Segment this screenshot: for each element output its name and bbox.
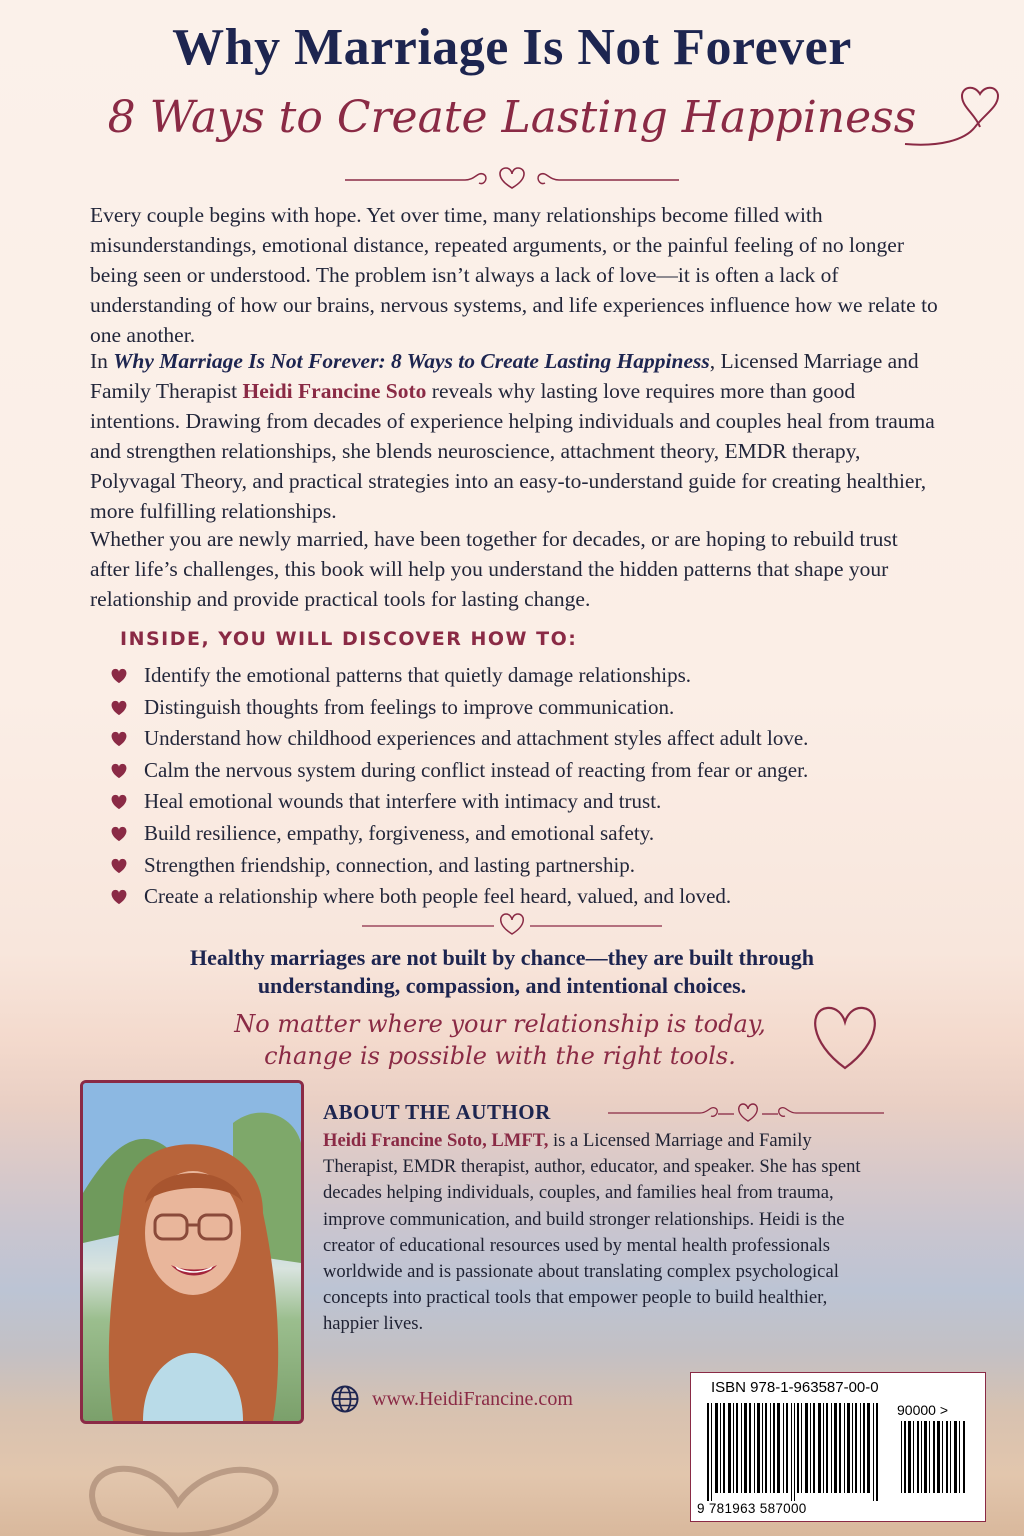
list-item: Distinguish thoughts from feelings to improve communication. <box>110 692 930 724</box>
list-item: Identify the emotional patterns that quietly damage relationships. <box>110 660 930 692</box>
heart-icon <box>110 731 128 747</box>
website-row <box>330 1383 573 1415</box>
list-item: Create a relationship where both people feel heard, valued, and loved. <box>110 881 930 913</box>
tagline-script: No matter where your relationship is today, change is possible with the right tools. <box>234 1010 766 1070</box>
heart-icon <box>110 826 128 842</box>
author-name-credential: Heidi Francine Soto, LMFT, <box>323 1130 549 1151</box>
barcode-icon <box>705 1403 975 1501</box>
website-link[interactable]: www.HeidiFrancine.com <box>372 1387 573 1410</box>
heart-icon <box>110 858 128 874</box>
description-paragraph: In Why Marriage Is Not Forever: 8 Ways to Create Lasting Happiness, Licensed Marriage and Family Therapist Heidi Francine Soto reveals why lasting love requires more than good intentions. Drawing from decades of experience helping individuals and couples heal from trauma and strengthen relationships, she blends neuroscience, attachment theory, EMDR therapy, Polyvagal Theory, and practical strategies into an easy-to-understand guide for creating healthier, more fulfilling relationships. <box>90 349 935 523</box>
heart-icon <box>110 700 128 716</box>
isbn-barcode-box <box>690 1372 986 1522</box>
heart-icon <box>110 889 128 905</box>
author-name-highlight: Heidi Francine Soto <box>242 379 427 403</box>
book-title: Why Marriage Is Not Forever <box>172 19 852 76</box>
book-subtitle: 8 Ways to Create Lasting Happiness <box>107 92 917 143</box>
book-title-reference: Why Marriage Is Not Forever: 8 Ways to Create Lasting Happiness <box>113 349 710 373</box>
benefits-list <box>110 660 930 913</box>
inside-heading: INSIDE, YOU WILL DISCOVER HOW TO: <box>120 628 578 650</box>
list-item: Calm the nervous system during conflict instead of reacting from fear or anger. <box>110 755 930 787</box>
sand-heart-icon <box>60 1448 310 1536</box>
heart-outline-icon <box>805 1000 885 1072</box>
author-photo <box>80 1080 304 1424</box>
subtitle-heart-flourish-icon <box>900 82 1010 157</box>
heart-icon <box>110 794 128 810</box>
author-bio: Heidi Francine Soto, LMFT, is a Licensed Marriage and Family Therapist, EMDR therapist, author, educator, and speaker. She has spent decades helping individuals, couples, and families heal from trauma, improve communication, and build stronger relationships. Heidi is the creator of educational resources used by mental health professionals worldwide and is passionate about translating complex psychological concepts into practical tools that empower people to build healthier, happier lives. <box>323 1130 861 1335</box>
tagline-bold: Healthy marriages are not built by chance—they are built through understanding, compassion, and intentional choices. <box>190 945 814 998</box>
isbn-label: ISBN 978-1-963587-00-0 <box>711 1379 879 1396</box>
price-code: 90000 > <box>897 1402 948 1418</box>
heart-icon <box>110 668 128 684</box>
audience-paragraph: Whether you are newly married, have been together for decades, or are hoping to rebuild trust after life’s challenges, this book will help you understand the hidden patterns that shape your relationship and provide practical tools for lasting change. <box>90 527 898 611</box>
list-item: Strengthen friendship, connection, and lasting partnership. <box>110 850 930 882</box>
list-item: Build resilience, empathy, forgiveness, and emotional safety. <box>110 818 930 850</box>
about-author-heading: ABOUT THE AUTHOR <box>323 1100 551 1124</box>
ornamental-divider-icon <box>362 910 662 938</box>
ornamental-divider-icon <box>608 1100 884 1126</box>
intro-paragraph: Every couple begins with hope. Yet over time, many relationships become filled with misunderstandings, emotional distance, repeated arguments, or the painful feeling of no longer being seen or understood. The problem isn’t always a lack of love—it is often a lack of understanding of how our brains, nervous systems, and life experiences influence how we relate to one another. <box>90 203 938 347</box>
heart-icon <box>110 763 128 779</box>
ornamental-divider-icon <box>345 164 679 194</box>
author-portrait-illustration <box>83 1083 301 1421</box>
barcode-digits: 9 781963 587000 <box>697 1501 807 1516</box>
globe-icon <box>330 1384 360 1414</box>
list-item: Heal emotional wounds that interfere with intimacy and trust. <box>110 786 930 818</box>
list-item: Understand how childhood experiences and attachment styles affect adult love. <box>110 723 930 755</box>
